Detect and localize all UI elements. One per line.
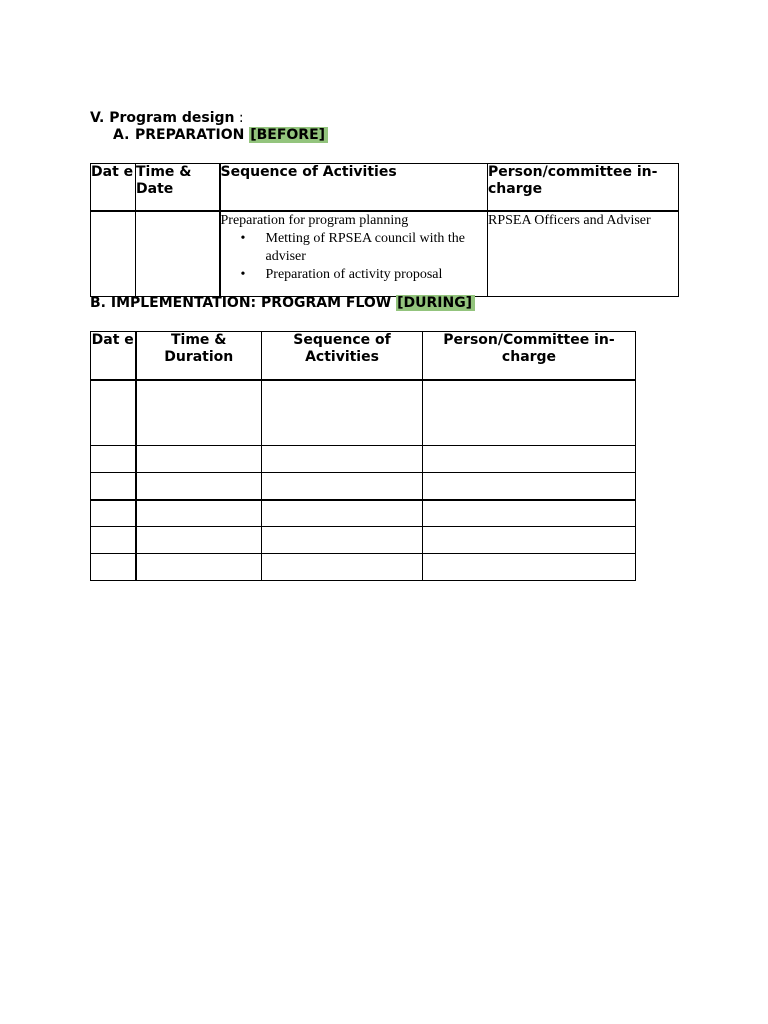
cell-person: RPSEA Officers and Adviser: [488, 211, 679, 297]
cell-activities: [262, 527, 423, 554]
cell-time: [136, 500, 262, 527]
list-item: • Metting of RPSEA council with the adviser: [266, 230, 488, 266]
header-sequence-of-activities: Sequence of Activities: [262, 332, 423, 380]
cell-date: [91, 211, 136, 297]
section-b-tag: [DURING]: [396, 295, 475, 311]
cell-activities: [262, 500, 423, 527]
cell-date: [91, 446, 136, 473]
cell-person: [423, 554, 636, 581]
cell-time: [136, 527, 262, 554]
cell-time: [136, 473, 262, 500]
cell-time: [136, 211, 220, 297]
section-v-label: V. Program design: [90, 110, 235, 126]
table-row: [91, 380, 636, 446]
list-item: • Preparation of activity proposal: [266, 266, 488, 284]
table-row: [91, 500, 636, 527]
cell-person: [423, 380, 636, 446]
header-date: Dat e: [91, 164, 136, 211]
cell-person: [423, 473, 636, 500]
cell-date: [91, 554, 136, 581]
header-person-in-charge: Person/Committee in-charge: [423, 332, 636, 380]
header-time-duration: Time & Duration: [136, 332, 262, 380]
cell-activities: [262, 473, 423, 500]
cell-time: [136, 380, 262, 446]
cell-date: [91, 380, 136, 446]
section-a-heading: [113, 127, 328, 144]
cell-activities: [262, 554, 423, 581]
table-row: [91, 211, 679, 297]
cell-person: [423, 446, 636, 473]
preparation-header-row: [91, 164, 679, 211]
cell-activities: [262, 380, 423, 446]
cell-time: [136, 554, 262, 581]
section-b-heading: [90, 295, 475, 312]
cell-time: [136, 446, 262, 473]
cell-activities: [262, 446, 423, 473]
cell-date: [91, 473, 136, 500]
activity-list: [221, 230, 488, 284]
cell-person: [423, 500, 636, 527]
cell-date: [91, 500, 136, 527]
section-v-suffix: :: [234, 110, 244, 126]
header-time-date: Time & Date: [136, 164, 220, 211]
cell-activities: [220, 211, 488, 297]
header-date: Dat e: [91, 332, 136, 380]
cell-person: [423, 527, 636, 554]
table-row: [91, 527, 636, 554]
preparation-table: [90, 163, 679, 297]
table-row: [91, 473, 636, 500]
table-row: [91, 446, 636, 473]
section-a-letter: A.: [113, 127, 130, 143]
activity-title: Preparation for program planning: [220, 212, 409, 228]
implementation-table: [90, 331, 636, 581]
header-person-in-charge: Person/committee in-charge: [488, 164, 679, 211]
table-row: [91, 554, 636, 581]
cell-date: [91, 527, 136, 554]
implementation-header-row: [91, 332, 636, 380]
section-b-label: B. IMPLEMENTATION: PROGRAM FLOW: [90, 295, 397, 311]
section-a-tag: [BEFORE]: [249, 127, 328, 143]
section-a-label: PREPARATION: [135, 127, 250, 143]
section-v-heading: [90, 110, 244, 127]
header-sequence-of-activities: Sequence of Activities: [220, 164, 488, 211]
